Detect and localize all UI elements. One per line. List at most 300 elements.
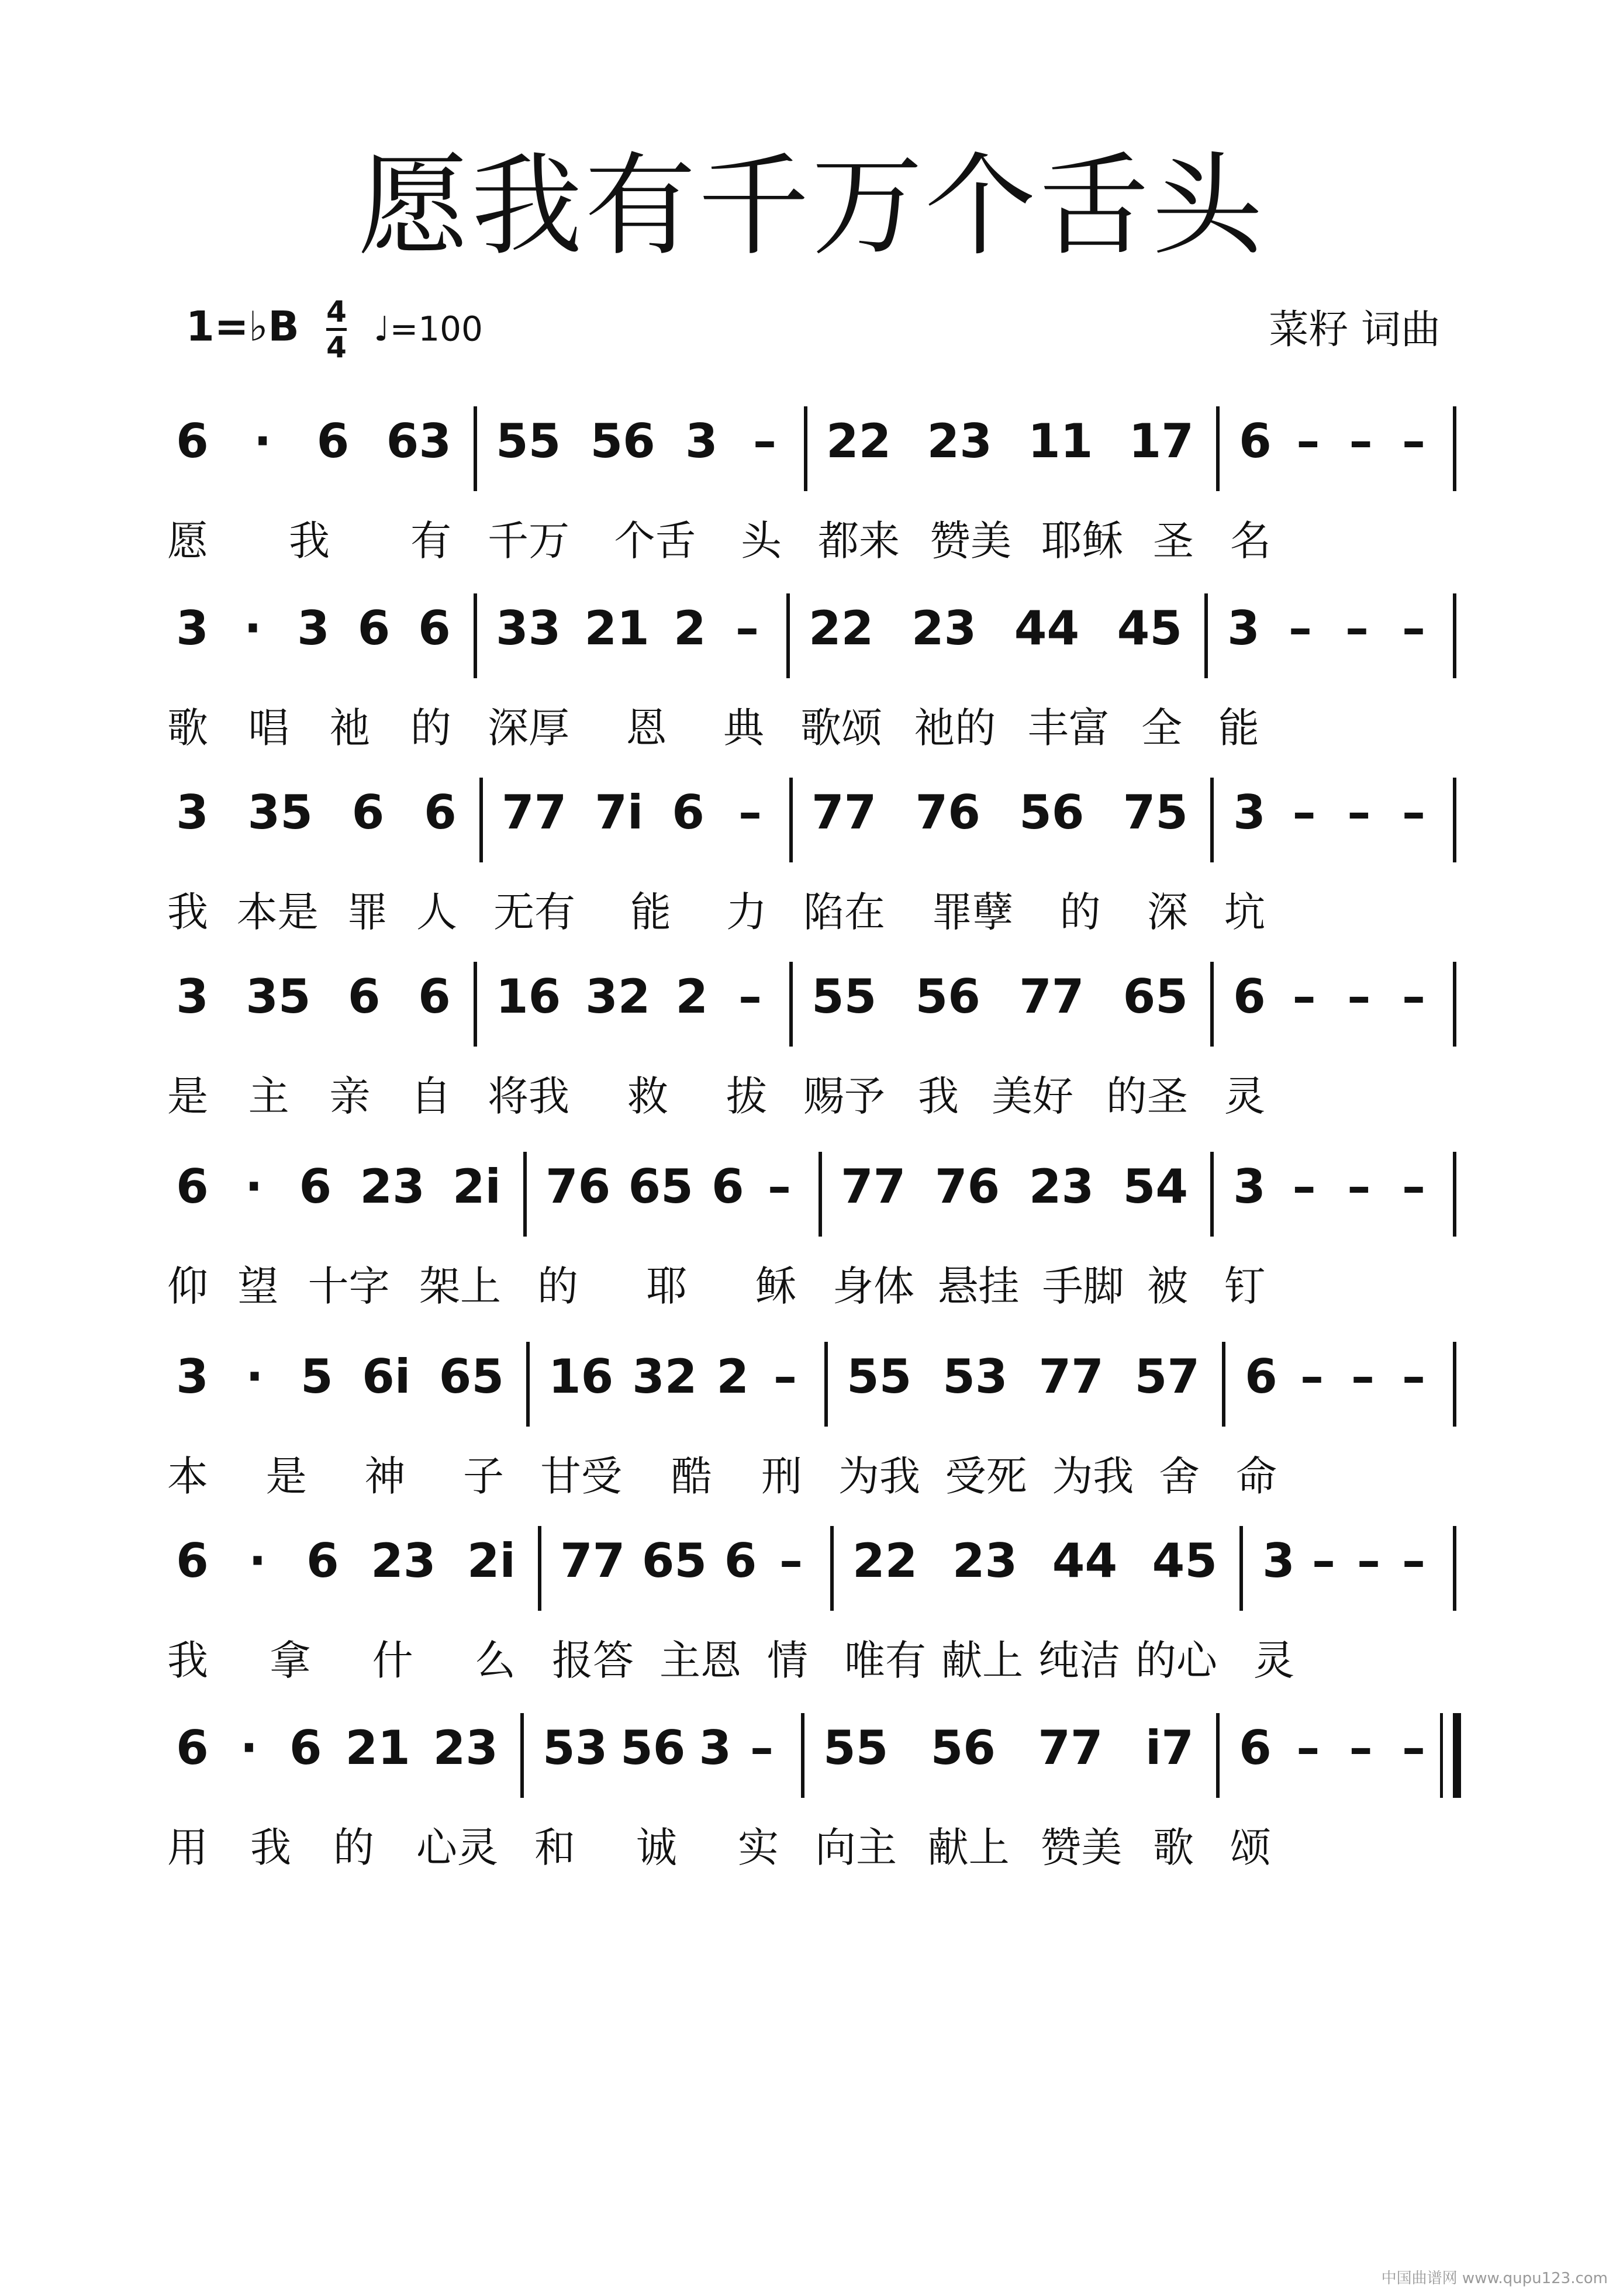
note-group: 77 [502,785,567,840]
note-group: 16 [496,969,561,1024]
note-group: 53 [543,1721,608,1775]
note-group: 77 [1038,1721,1103,1775]
measure-notes [826,413,1194,469]
note-group: 23 [433,1721,498,1775]
measure-lyrics [1236,1452,1431,1501]
lyric-syllable: 美好 [992,1072,1073,1120]
barline [1239,1526,1243,1611]
lyric-syllable: 深厚 [488,704,569,752]
lyric-syllable: 用 [167,1824,208,1872]
lyric-syllable: 无有 [493,888,575,936]
lyric-syllable: 祂的 [914,704,996,752]
lyric-syllable: 手脚 [1042,1262,1124,1310]
lyric-syllable: 力 [726,888,767,936]
measure-lyrics [488,1072,767,1121]
measure-notes [175,969,451,1025]
measure-notes [1232,785,1431,841]
dot-mark: · [244,601,262,655]
barline [804,406,807,491]
measure-lyrics [167,1636,516,1685]
barline [1453,593,1456,678]
measure [552,1503,808,1690]
dash-mark: – [773,1349,797,1404]
note-group: 6 [306,1534,339,1588]
measure-lyrics [803,888,1188,937]
note-group: 65 [438,1349,504,1404]
lyric-syllable: 我 [918,1072,959,1120]
note-group: 2i [452,1159,501,1214]
score-system [0,1690,1623,1877]
measure-notes [1238,1720,1431,1776]
barline [824,1342,828,1427]
barline [1222,1342,1225,1427]
note-group: 77 [560,1534,626,1588]
note-group: 55 [847,1349,912,1404]
note-group: 3 [176,1349,209,1404]
measure-lyrics [167,1823,498,1872]
lyric-syllable: 十字 [308,1262,390,1310]
lyric-syllable: 的圣 [1106,1072,1188,1120]
dash-mark: – [752,414,776,468]
note-group: 35 [246,969,311,1024]
measure-notes [1244,1349,1431,1405]
note-group: 23 [911,601,977,655]
dash-mark: – [1347,785,1371,840]
lyric-syllable: 罪孽 [931,888,1014,936]
measure [534,1690,779,1877]
lyric-syllable: 罪 [347,888,388,936]
measure-lyrics [838,1452,1200,1501]
lyric-syllable: 我 [289,517,330,565]
measure-lyrics [844,1636,1217,1685]
lyric-syllable: 纯洁 [1038,1636,1120,1684]
lyric-syllable: 将我 [488,1072,569,1120]
measure-notes [560,1533,808,1589]
lyric-syllable: 实 [738,1824,779,1872]
lyric-syllable: 本是 [236,888,319,936]
lyric-syllable: 献上 [941,1636,1023,1684]
measure [1224,938,1431,1125]
dash-mark: – [735,601,759,655]
measure [167,1503,516,1690]
note-group: 65 [628,1159,693,1214]
measure [803,938,1188,1125]
dash-mark: – [1292,785,1316,840]
dash-mark: – [1300,1349,1324,1404]
measure [1253,1503,1431,1690]
lyric-syllable: 本 [167,1452,208,1500]
measure [1224,1128,1431,1316]
lyric-syllable: 能 [1218,704,1259,752]
lyric-syllable: 是 [167,1072,208,1120]
measure-lyrics [1218,703,1431,752]
dot-mark: · [244,1159,263,1214]
barline [1453,1526,1456,1611]
lyric-syllable: 的心 [1135,1636,1217,1684]
note-group: 2 [716,1349,750,1404]
dash-mark: – [1347,969,1371,1024]
note-group: 6 [424,785,457,840]
measure [167,938,451,1125]
measure-notes [841,1159,1188,1215]
barline [523,1152,527,1237]
measure-notes [496,600,764,657]
measure-lyrics [1224,888,1431,937]
lyric-syllable: 报答 [552,1636,634,1684]
lyric-syllable: 拔 [726,1072,767,1120]
barline [538,1526,541,1611]
note-group: 44 [1014,601,1080,655]
note-group: 76 [915,785,980,840]
note-group: 54 [1123,1159,1188,1214]
dash-mark: – [1296,1721,1320,1775]
note-group: 44 [1052,1534,1118,1588]
note-group: 3 [176,969,209,1024]
measure [833,1128,1188,1316]
lyric-syllable: 受死 [945,1452,1027,1500]
lyric-syllable: 赞美 [1040,1824,1123,1872]
measure [167,754,457,941]
barline [830,1526,834,1611]
dot-mark: · [240,1721,258,1775]
lyric-syllable: 舍 [1158,1452,1200,1500]
note-group: 16 [548,1349,614,1404]
lyric-syllable: 耶 [646,1262,688,1310]
note-group: 6 [712,1159,744,1214]
note-group: 21 [345,1721,410,1775]
measure [844,1503,1217,1690]
note-group: 23 [927,414,992,468]
lyric-syllable: 诚 [636,1824,677,1872]
dash-mark: – [1296,414,1320,468]
note-group: 17 [1128,414,1194,468]
note-group: 56 [620,1721,686,1775]
lyric-syllable: 唯有 [844,1636,926,1684]
dot-mark: · [246,1349,264,1404]
measure-lyrics [818,516,1194,565]
note-group: 22 [852,1534,918,1588]
measure-notes [175,785,457,841]
note-group: 56 [1019,785,1085,840]
dot-mark: · [254,414,272,468]
lyric-syllable: 甘受 [540,1452,622,1500]
score-system [0,1128,1623,1316]
measure-lyrics [488,516,782,565]
lyric-syllable: 都来 [818,517,900,565]
barline [1216,1713,1220,1798]
lyric-syllable: 命 [1236,1452,1277,1500]
dash-mark: – [738,969,762,1024]
note-group: 2i [467,1534,516,1588]
barline [1210,1152,1214,1237]
dash-mark: – [1402,1534,1425,1588]
note-group: 6 [289,1721,322,1775]
note-group: 6 [1245,1349,1277,1404]
measure-notes [548,1349,802,1405]
lyric-syllable: 颂 [1230,1824,1271,1872]
note-group: 77 [1038,1349,1104,1404]
note-group: 6 [357,601,391,655]
lyric-syllable: 的 [537,1262,578,1310]
watermark: 中国曲谱网 www.qupu123.com [1381,2270,1608,2287]
measure-lyrics [800,703,1182,752]
lyric-syllable: 和 [534,1824,575,1872]
note-group: 5 [300,1349,333,1404]
score-system [0,1503,1623,1690]
lyric-syllable: 主恩 [659,1636,741,1684]
note-group: 3 [1233,1159,1266,1214]
measure-lyrics [1230,516,1431,565]
measure [537,1128,796,1316]
measure-notes [809,600,1182,657]
measure [493,754,767,941]
barline [1453,406,1456,491]
lyric-syllable: 拿 [270,1636,311,1684]
dash-mark: – [1401,1159,1425,1214]
measure-notes [847,1349,1200,1405]
measure [167,1690,498,1877]
measure [167,1128,501,1316]
lyric-syllable: 的 [410,704,451,752]
note-group: 6 [418,601,451,655]
lyric-syllable: 献上 [927,1824,1010,1872]
lyric-syllable: 情 [767,1636,808,1684]
measure-notes [496,413,782,469]
lyric-syllable: 什 [372,1636,413,1684]
lyric-syllable: 恩 [626,704,667,752]
measure [488,383,782,570]
score-system [0,1318,1623,1506]
lyric-syllable: 耶稣 [1041,517,1123,565]
score-system [0,383,1623,570]
measure [167,570,451,757]
measure-notes [823,1720,1194,1776]
dash-mark: – [1401,1721,1425,1775]
measure-lyrics [1224,1072,1431,1121]
measure [1230,1690,1431,1877]
lyric-syllable: 么 [474,1636,516,1684]
measure-lyrics [167,516,451,565]
note-group: 6 [1233,969,1266,1024]
barline [1204,593,1208,678]
measure-lyrics [167,1262,501,1311]
lyric-syllable: 我 [167,1636,208,1684]
lyric-syllable: 丰富 [1027,704,1110,752]
note-group: 6 [347,969,381,1024]
lyric-syllable: 的 [1059,888,1101,936]
note-group: 55 [823,1721,889,1775]
measure-lyrics [803,1072,1188,1121]
measure-lyrics [488,703,764,752]
note-group: 3 [297,601,330,655]
dash-mark: – [1347,1159,1371,1214]
note-group: 3 [1233,785,1266,840]
note-group: 3 [176,601,209,655]
note-group: 23 [371,1534,436,1588]
measure-lyrics [1224,1262,1431,1311]
lyric-syllable: 个舌 [614,517,696,565]
note-group: i7 [1145,1721,1194,1775]
final-barline-thin [1440,1713,1443,1798]
measure-lyrics [552,1636,808,1685]
dash-mark: – [1289,601,1312,655]
note-group: 6 [176,1534,209,1588]
lyric-syllable: 仰 [167,1262,208,1310]
lyric-syllable: 千万 [488,517,569,565]
barline [526,1342,530,1427]
measure-notes [543,1720,779,1776]
note-group: 3 [1262,1534,1295,1588]
note-group: 23 [1028,1159,1094,1214]
score-system [0,570,1623,757]
lyric-syllable: 深 [1147,888,1188,936]
dash-mark: – [750,1721,773,1775]
note-group: 3 [176,785,209,840]
lyric-syllable: 灵 [1253,1636,1294,1684]
lyric-syllable: 为我 [1052,1452,1134,1500]
dash-mark: – [1349,414,1373,468]
dash-mark: – [1357,1534,1380,1588]
measure-lyrics [493,888,767,937]
lyric-syllable: 歌 [1152,1824,1194,1872]
lyric-syllable: 人 [416,888,457,936]
dash-mark: – [767,1159,791,1214]
note-group: 23 [360,1159,425,1214]
measure-lyrics [540,1452,802,1501]
lyric-syllable: 稣 [755,1262,796,1310]
dot-mark: · [248,1534,267,1588]
measure-notes [502,785,767,841]
lyric-syllable: 神 [364,1452,406,1500]
dash-mark: – [1345,601,1369,655]
measure-lyrics [167,1072,451,1121]
barline [1453,962,1456,1047]
note-group: 6 [176,1721,209,1775]
lyric-syllable: 悬挂 [937,1262,1020,1310]
note-group: 23 [952,1534,1018,1588]
note-group: 32 [585,969,651,1024]
note-group: 53 [942,1349,1008,1404]
lyric-syllable: 救 [627,1072,668,1120]
song-title: 愿我有千万个舌头 [357,141,1265,271]
note-group: 6 [672,785,705,840]
lyric-syllable: 我 [167,888,208,936]
note-group: 56 [915,969,980,1024]
lyric-syllable: 向主 [815,1824,897,1872]
note-group: 63 [386,414,451,468]
lyric-syllable: 主 [248,1072,289,1120]
note-group: 65 [641,1534,707,1588]
measure-notes [1232,1159,1431,1215]
note-group: 33 [496,601,561,655]
measure [1230,383,1431,570]
note-group: 75 [1123,785,1188,840]
note-group: 55 [496,414,561,468]
dash-mark: – [1401,785,1425,840]
measure-notes [175,1349,504,1405]
measure-notes [1238,413,1431,469]
note-group: 6i [362,1349,411,1404]
dash-mark: – [1312,1534,1335,1588]
lyric-syllable: 酷 [671,1452,712,1500]
measure [818,383,1194,570]
measure [800,570,1182,757]
measure-lyrics [537,1262,796,1311]
measure-notes [811,785,1188,841]
measure [803,754,1188,941]
score-system [0,754,1623,941]
barline [474,962,477,1047]
measure-lyrics [534,1823,779,1872]
note-group: 2 [674,601,706,655]
measure-lyrics [1230,1823,1431,1872]
measure-notes [545,1159,796,1215]
measure-notes [1227,600,1431,657]
note-group: 6 [1239,1721,1272,1775]
lyric-syllable: 坑 [1224,888,1265,936]
dash-mark: – [1402,1349,1425,1404]
time-signature [326,295,347,364]
lyric-syllable: 刑 [761,1452,802,1500]
note-group: 45 [1152,1534,1217,1588]
key-signature: 1=♭B [186,302,299,351]
lyric-syllable: 的 [333,1824,374,1872]
dash-mark: – [779,1534,803,1588]
measure-notes [496,969,767,1025]
note-group: 57 [1134,1349,1200,1404]
dash-mark: – [1292,1159,1316,1214]
note-group: 77 [841,1159,906,1214]
lyric-syllable: 钉 [1224,1262,1265,1310]
lyric-syllable: 歌 [167,704,208,752]
time-signature-bottom: 4 [326,328,347,364]
lyric-syllable: 陷在 [803,888,885,936]
lyric-syllable: 亲 [329,1072,371,1120]
measure-lyrics [1253,1636,1431,1685]
key-tempo-line [186,295,483,364]
barline [474,593,477,678]
lyric-syllable: 心灵 [416,1824,498,1872]
lyric-syllable: 自 [410,1072,451,1120]
barline [801,1713,804,1798]
measure [838,1318,1200,1506]
lyric-syllable: 愿 [167,517,208,565]
dash-mark: – [738,785,762,840]
measure [167,1318,504,1506]
note-group: 77 [811,785,877,840]
dash-mark: – [1349,1721,1373,1775]
dash-mark: – [1292,969,1316,1024]
measure-lyrics [833,1262,1188,1311]
measure-notes [811,969,1188,1025]
measure [1224,754,1431,941]
lyric-syllable: 头 [741,517,782,565]
barline [474,406,477,491]
dash-mark: – [1351,1349,1375,1404]
measure-notes [175,1720,498,1776]
lyric-syllable: 歌颂 [800,704,882,752]
measure-notes [852,1533,1217,1589]
barline [520,1713,524,1798]
measure-lyrics [167,1452,504,1501]
note-group: 6 [351,785,385,840]
lyric-syllable: 是 [265,1452,307,1500]
measure-lyrics [815,1823,1194,1872]
final-barline [1453,1713,1461,1798]
note-group: 21 [584,601,650,655]
credits: 菜籽 词曲 [1269,307,1441,353]
dash-mark: – [1401,969,1425,1024]
